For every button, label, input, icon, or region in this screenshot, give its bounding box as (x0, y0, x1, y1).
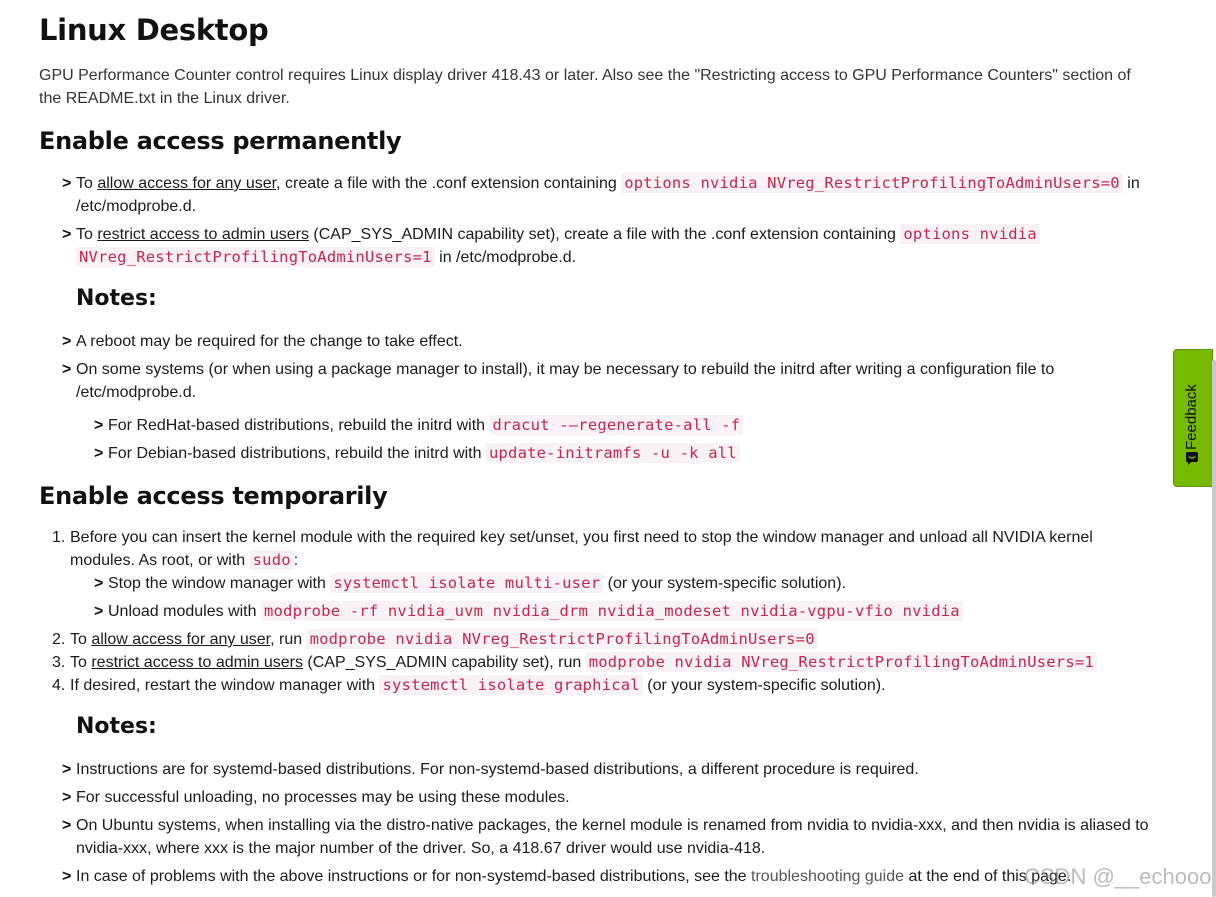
text: /etc/modprobe.d. (76, 384, 197, 401)
list-item (62, 814, 1166, 860)
numbered-step (52, 526, 1150, 572)
text: To (76, 226, 98, 243)
numbered-step (52, 628, 818, 651)
bullet-marker: > (94, 603, 104, 620)
list-item (62, 865, 1166, 888)
code-snippet: modprobe -rf nvidia_uvm nvidia_drm nvidia_modeset nvidia-vgpu-vfio nvidia (261, 601, 963, 621)
bullet-marker: > (62, 789, 72, 806)
code-snippet: modprobe nvidia NVreg_RestrictProfilingToAdminUsers=0 (307, 629, 818, 649)
link-restrict-access-admin[interactable]: restrict access to admin users (97, 226, 309, 243)
text: A reboot may be required for the change to take effect. (76, 333, 463, 350)
bullet-marker: > (94, 575, 104, 592)
list-item (94, 600, 963, 623)
link-restrict-access-admin[interactable]: restrict access to admin users (91, 654, 303, 671)
notes-heading: Notes: (76, 714, 157, 739)
list-item (94, 572, 846, 595)
text: Before you can insert the kernel module with the required key set/unset, you first need to stop the window manager and unload all NVIDIA kernel (70, 529, 1093, 546)
intro-paragraph: GPU Performance Counter control requires Linux display driver 418.43 or later. Also see the "Restricting access to GPU Performance Counters" section of the README.txt in the Linux driver. (39, 67, 1131, 107)
text: Unload modules with (108, 603, 261, 620)
text: (CAP_SYS_ADMIN capability set), create a file with the .conf extension containing (308, 226, 901, 243)
text: To (70, 631, 92, 648)
link-allow-access-any-user[interactable]: allow access for any user (91, 631, 271, 648)
list-item (62, 758, 919, 781)
text: , run (270, 631, 307, 648)
step-number: 3. (52, 654, 66, 671)
code-snippet: dracut -—regenerate-all -f (490, 415, 744, 435)
bullet-marker: > (94, 445, 104, 462)
scrollbar[interactable] (1212, 360, 1216, 897)
list-item (62, 172, 1156, 218)
feedback-button[interactable] (1173, 349, 1213, 487)
bullet-marker: > (62, 361, 72, 378)
text: On some systems (or when using a package manager to install), it may be necessary to rebuild the initrd after writing a configuration file to (76, 361, 1055, 378)
text: (or your system-specific solution). (642, 677, 886, 694)
text: /etc/modprobe.d. (76, 198, 197, 215)
numbered-step (52, 674, 886, 697)
text: in (1122, 175, 1140, 192)
code-snippet: update-initramfs -u -k all (486, 443, 740, 463)
bullet-marker: > (62, 761, 72, 778)
bullet-marker: > (62, 868, 72, 885)
bullet-marker: > (62, 175, 72, 192)
step-number: 1. (52, 529, 66, 546)
text: To (76, 175, 98, 192)
section-heading-temporary: Enable access temporarily (39, 482, 388, 510)
text: modules. As root, or with (70, 552, 250, 569)
notes-heading: Notes: (76, 286, 157, 311)
text: For RedHat-based distributions, rebuild the initrd with (108, 417, 490, 434)
text: If desired, restart the window manager with (70, 677, 380, 694)
bullet-marker: > (62, 333, 72, 350)
list-item (94, 442, 740, 465)
text: (CAP_SYS_ADMIN capability set), run (302, 654, 586, 671)
text: nvidia-xxx, where xxx is the major number of the driver. So, a 418.67 driver would use nvidia-418. (76, 840, 766, 857)
link-troubleshooting-guide[interactable]: troubleshooting guide (751, 868, 905, 885)
list-item (94, 414, 743, 437)
text: , create a file with the .conf extension containing (276, 175, 622, 192)
code-snippet: options nvidia (900, 224, 1039, 244)
text: in /etc/modprobe.d. (434, 249, 577, 266)
code-snippet: systemctl isolate multi-user (330, 573, 603, 593)
link-allow-access-any-user[interactable]: allow access for any user (97, 175, 277, 192)
text: at the end of this page. (904, 868, 1072, 885)
step-number: 4. (52, 677, 66, 694)
feedback-label: Feedback (1183, 384, 1200, 450)
bullet-marker: > (62, 226, 72, 243)
list-item (62, 358, 1156, 404)
code-snippet: modprobe nvidia NVreg_RestrictProfilingToAdminUsers=1 (586, 652, 1097, 672)
text: (or your system-specific solution). (603, 575, 846, 592)
section-heading-permanent: Enable access permanently (39, 127, 402, 155)
code-snippet: systemctl isolate graphical (379, 675, 642, 695)
text: To (70, 654, 92, 671)
text: For Debian-based distributions, rebuild the initrd with (108, 445, 486, 462)
step-number: 2. (52, 631, 66, 648)
list-item (62, 330, 463, 353)
text: Instructions are for systemd-based distributions. For non-systemd-based distributions, a different procedure is required. (76, 761, 919, 778)
text: For successful unloading, no processes may be using these modules. (76, 789, 570, 806)
code-snippet: options nvidia NVreg_RestrictProfilingToAdminUsers=0 (621, 173, 1123, 193)
text: On Ubuntu systems, when installing via the distro-native packages, the kernel module is renamed from nvidia to nvidia-xxx, and then nvidia is aliased to (76, 817, 1149, 834)
code-snippet: NVreg_RestrictProfilingToAdminUsers=1 (76, 247, 435, 267)
text: Stop the window manager with (108, 575, 331, 592)
bullet-marker: > (94, 417, 104, 434)
list-item (62, 786, 570, 809)
text: In case of problems with the above instructions or for non-systemd-based distributions, see the (76, 868, 752, 885)
watermark: CSDN @__echooo (1024, 864, 1212, 889)
code-snippet: sudo (250, 550, 294, 570)
numbered-step (52, 651, 1097, 674)
bullet-marker: > (62, 817, 72, 834)
text: : (293, 552, 299, 569)
list-item (62, 223, 1156, 269)
page-title: Linux Desktop (39, 13, 269, 47)
chat-icon (1185, 451, 1199, 465)
